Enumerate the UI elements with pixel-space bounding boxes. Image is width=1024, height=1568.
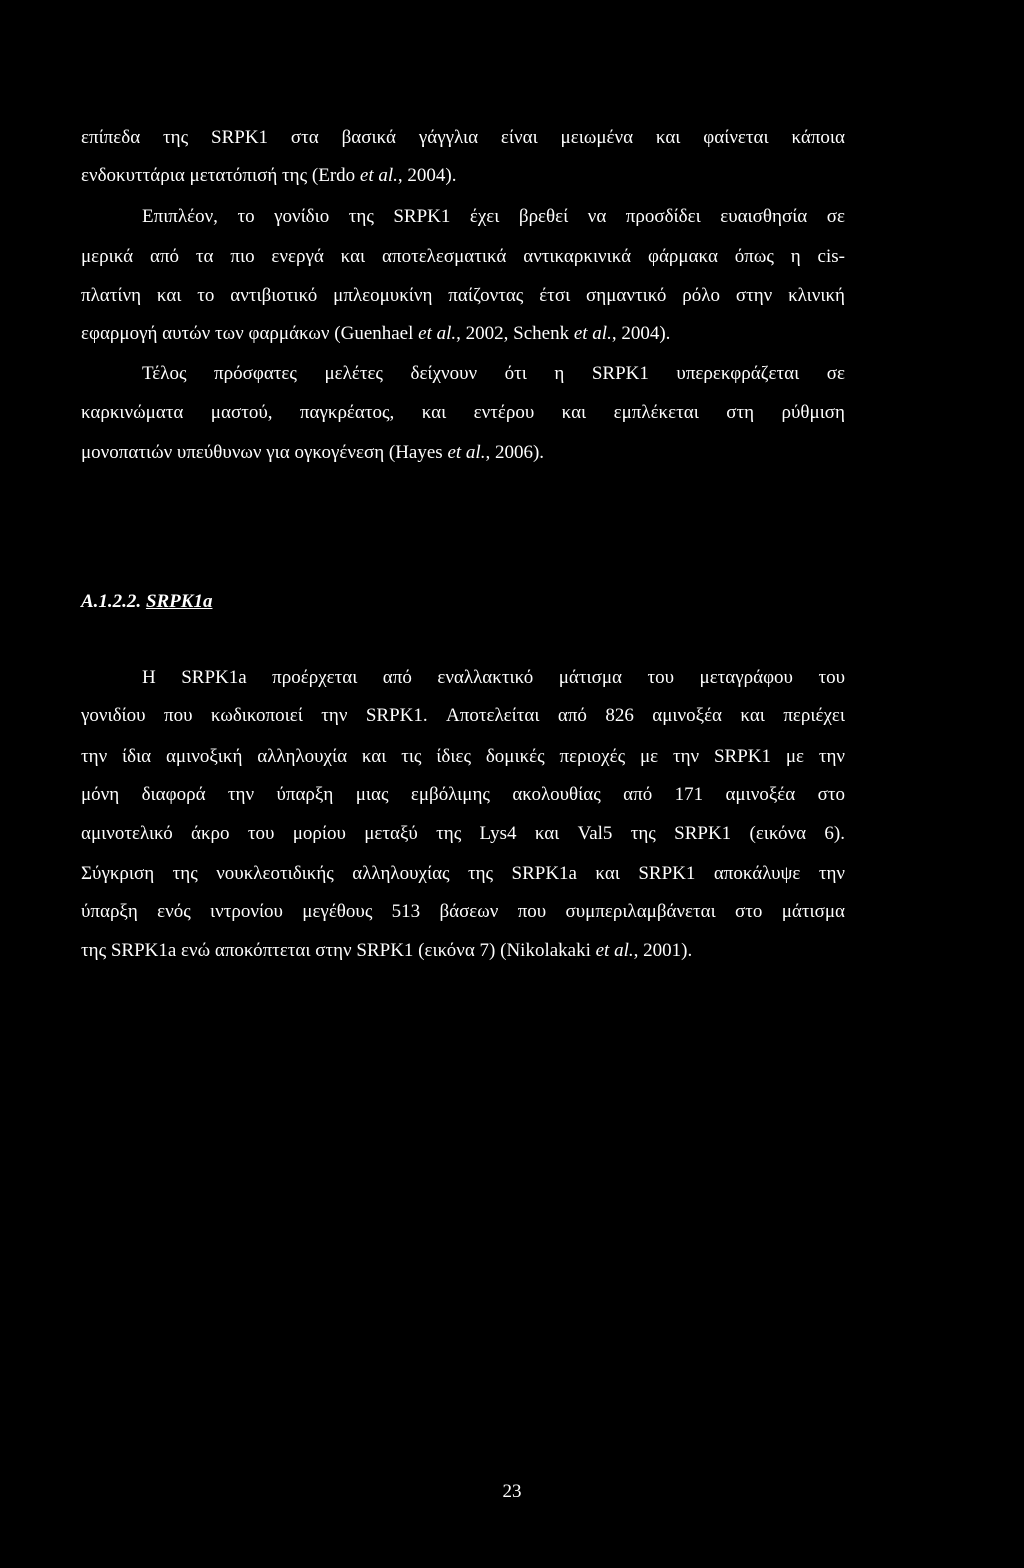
page-number: 23 [502,1481,522,1502]
text-segment: ενδοκυττάρια μετατόπισή της (Erdo [81,165,360,186]
paragraph-3-line-3 [81,441,845,465]
section-title: SRPK1a [145,591,213,612]
paragraph-4-line-8 [81,939,845,963]
paragraph-2-line-1: Επιπλέον, το γονίδιο της SRPK1 έχει βρεθεί να προσδίδει ευαισθησία σε [142,206,845,227]
text-segment: μονοπατιών υπεύθυνων για ογκογένεση (Hayes [81,442,448,463]
paragraph-1-line-2 [81,164,845,188]
citation-et-al: et al. [573,323,612,344]
paragraph-4-line-6: Σύγκριση της νουκλεοτιδικής αλληλουχίας της SRPK1a και SRPK1 αποκάλυψε την [81,863,845,884]
paragraph-4-line-3: την ίδια αμινοξική αλληλουχία και τις ίδιες δομικές περιοχές με την SRPK1 με την [81,746,845,767]
paragraph-1-line-1: επίπεδα της SRPK1 στα βασικά γάγγλια είναι μειωμένα και φαίνεται κάποια [81,127,845,148]
paragraph-2-line-3: πλατίνη και το αντιβιοτικό μπλεομυκίνη παίζοντας έτσι σημαντικό ρόλο στην κλινική [81,285,845,306]
text-segment: της SRPK1a ενώ αποκόπτεται στην SRPK1 (εικόνα 7) (Nikolakaki [81,940,596,961]
text-segment: , 2001). [633,940,693,961]
paragraph-4-line-7: ύπαρξη ενός ιντρονίου μεγέθους 513 βάσεων που συμπεριλαμβάνεται στο μάτισμα [81,901,845,922]
text-segment: εφαρμογή αυτών των φαρμάκων (Guenhael [81,323,419,344]
text-segment: , 2006). [485,442,545,463]
paragraph-2-line-2: μερικά από τα πιο ενεργά και αποτελεσματικά αντικαρκινικά φάρμακα όπως η cis- [81,246,845,267]
citation-et-al: et al. [447,442,486,463]
citation-et-al: et al. [418,323,457,344]
paragraph-3-line-1: Τέλος πρόσφατες μελέτες δείχνουν ότι η SRPK1 υπερεκφράζεται σε [142,363,845,384]
section-number: A.1.2.2. [81,591,142,612]
paragraph-4-line-4: μόνη διαφορά την ύπαρξη μιας εμβόλιμης ακολουθίας από 171 αμινοξέα στο [81,784,845,805]
citation-et-al: et al. [359,165,398,186]
paragraph-4-line-5: αμινοτελικό άκρο του μορίου μεταξύ της Lys4 και Val5 της SRPK1 (εικόνα 6). [81,823,845,844]
section-heading [81,590,212,614]
citation-et-al: et al. [595,940,634,961]
text-segment: , 2004). [397,165,457,186]
paragraph-4-line-2: γονιδίου που κωδικοποιεί την SRPK1. Αποτελείται από 826 αμινοξέα και περιέχει [81,705,845,726]
paragraph-4-line-1: Η SRPK1a προέρχεται από εναλλακτικό μάτισμα του μεταγράφου του [142,667,845,688]
paragraph-2-line-4 [81,322,845,346]
text-segment: , 2004). [611,323,671,344]
text-segment: , 2002, Schenk [456,323,574,344]
paragraph-3-line-2: καρκινώματα μαστού, παγκρέατος, και εντέρου και εμπλέκεται στη ρύθμιση [81,402,845,423]
